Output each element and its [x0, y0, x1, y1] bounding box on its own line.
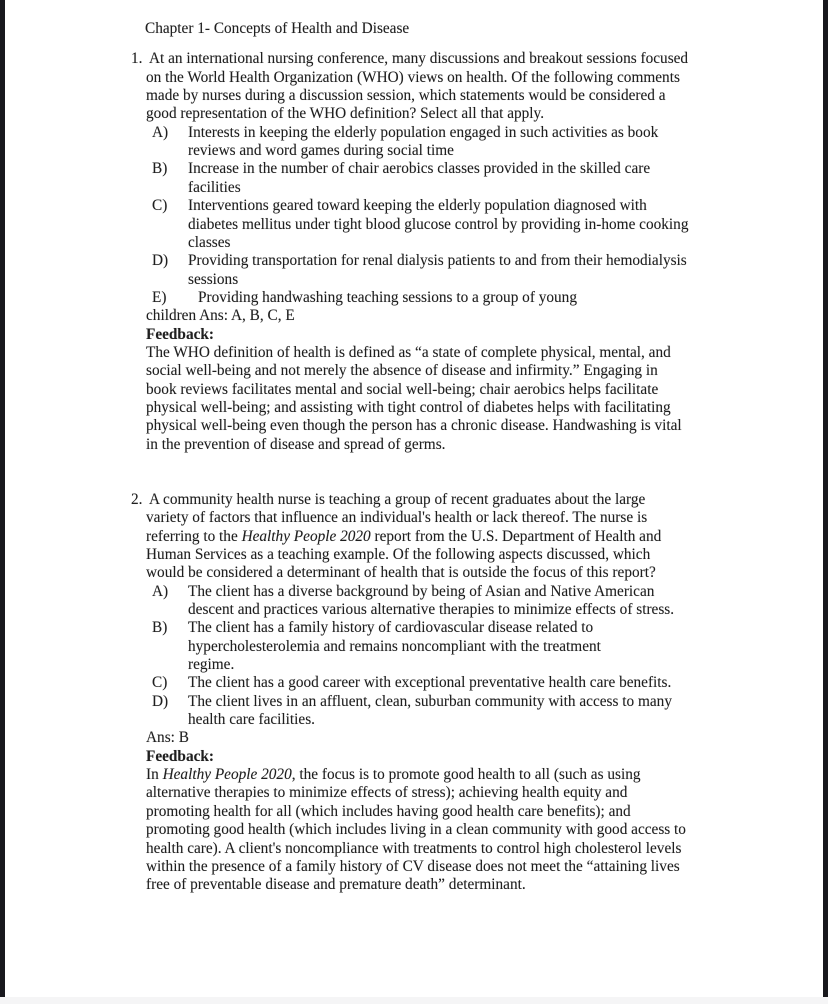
- italic-text-segment: Healthy People 2020: [162, 766, 292, 784]
- text-segment: descent and practices various alternative therapies to minimize effects of stress.: [188, 601, 675, 619]
- text-segment: children Ans: A, B, C, E: [146, 307, 295, 325]
- answer-option-line: [5, 693, 823, 711]
- text-segment: promoting good health (which includes living in a clean community with good access to: [146, 821, 686, 839]
- answer-option-line: [5, 216, 823, 234]
- option-letter: D): [152, 692, 169, 710]
- feedback-line: [5, 766, 823, 784]
- feedback-line: [5, 362, 823, 380]
- questions-container: [5, 50, 823, 894]
- document-page: [5, 0, 823, 997]
- text-segment: The client has a diverse background by being of Asian and Native American: [188, 582, 655, 600]
- answer-option-line: [5, 638, 823, 656]
- text-segment: alternative therapies to minimize effects of stress); achieving health equity and: [146, 784, 628, 802]
- text-segment: diabetes mellitus under tight blood glucose control by providing in-home cooking: [188, 215, 689, 233]
- answer-option-line: [5, 179, 823, 197]
- text-segment: on the World Health Organization (WHO) views on health. Of the following comments: [146, 68, 680, 86]
- text-segment: physical well-being; and assisting with tight control of diabetes helps with facilitating: [146, 398, 671, 416]
- text-segment: The WHO definition of health is defined as “a state of complete physical, mental, and: [146, 343, 671, 361]
- question-stem-line: [5, 87, 823, 105]
- viewer-edge-right: [823, 0, 828, 997]
- text-segment: within the presence of a family history of CV disease does not meet the “attaining lives: [146, 857, 680, 875]
- question-block: [5, 50, 823, 454]
- feedback-line: [5, 417, 823, 435]
- option-letter: A): [152, 123, 169, 141]
- text-segment: promoting health for all (which includes having good health care benefits); and: [146, 802, 631, 820]
- option-letter: E): [152, 288, 167, 306]
- text-segment: physical well-being even though the person has a chronic disease. Handwashing is vital: [146, 417, 682, 435]
- option-letter: D): [152, 252, 169, 270]
- text-segment: Interests in keeping the elderly population engaged in such activities as book: [188, 123, 659, 141]
- question-stem-line: [5, 528, 823, 546]
- text-segment: made by nurses during a discussion session, which statements would be considered a: [146, 87, 666, 105]
- text-segment: , the focus is to promote good health to all (such as using: [291, 766, 641, 784]
- answer-option-line: [5, 252, 823, 270]
- text-segment: hypercholesterolemia and remains noncompliant with the treatment: [188, 637, 601, 655]
- answer-option-line: [5, 234, 823, 252]
- text-segment: free of preventable disease and premature death” determinant.: [146, 876, 526, 894]
- question-stem-line: [5, 50, 823, 68]
- text-segment: health care facilities.: [188, 711, 315, 729]
- text-segment: Increase in the number of chair aerobics classes provided in the skilled care: [188, 160, 651, 178]
- answer-option-line: [5, 619, 823, 637]
- text-segment: A community health nurse is teaching a group of recent graduates about the large: [149, 490, 646, 508]
- text-segment: Human Services as a teaching example. Of the following aspects discussed, which: [146, 546, 651, 563]
- text-segment: reviews and word games during social time: [188, 142, 454, 160]
- question-stem-line: [5, 491, 823, 509]
- option-letter: C): [152, 674, 168, 692]
- option-letter: C): [152, 197, 168, 215]
- text-segment: variety of factors that influence an individual's health or lack thereof. The nurse is: [146, 509, 648, 527]
- text-segment: The client has a good career with exceptional preventative health care benefits.: [188, 674, 672, 692]
- text-segment: report from the U.S. Department of Health and: [370, 527, 662, 545]
- answer-option-line: [5, 142, 823, 160]
- question-stem-line: [5, 546, 823, 564]
- feedback-label: [5, 326, 823, 344]
- viewer-edge-bottom: [0, 997, 828, 1004]
- answer-line: [5, 729, 823, 747]
- feedback-label: [5, 748, 823, 766]
- question-stem-line: [5, 564, 823, 582]
- feedback-line: [5, 803, 823, 821]
- feedback-line: [5, 344, 823, 362]
- page-title: Chapter 1- Concepts of Health and Disease: [145, 20, 410, 37]
- text-segment: referring to the: [146, 527, 242, 545]
- answer-option-line: [5, 656, 823, 674]
- text-segment: sessions: [188, 270, 239, 288]
- text-segment: regime.: [188, 656, 235, 674]
- text-segment: Providing handwashing teaching sessions to a group of young: [198, 288, 577, 306]
- answer-option-line: [5, 271, 823, 289]
- text-segment: book reviews facilitates mental and social well-being; chair aerobics helps facilitate: [146, 380, 659, 398]
- question-number: 1.: [131, 50, 143, 68]
- text-segment: good representation of the WHO definition? Select all that apply.: [146, 105, 545, 123]
- feedback-line: [5, 821, 823, 839]
- text-segment: facilities: [188, 178, 241, 196]
- italic-text-segment: Healthy People 2020: [241, 527, 371, 545]
- feedback-line: [5, 436, 823, 454]
- feedback-line: [5, 858, 823, 876]
- answer-line: [5, 307, 823, 325]
- question-block: [5, 491, 823, 895]
- feedback-line: [5, 381, 823, 399]
- answer-option-line: [5, 674, 823, 692]
- feedback-label-text: Feedback:: [146, 747, 214, 765]
- answer-option-line: [5, 160, 823, 178]
- text-segment: Ans: B: [146, 729, 189, 747]
- text-segment: In: [146, 766, 163, 784]
- text-segment: would be considered a determinant of health that is outside the focus of this report?: [146, 564, 656, 582]
- text-segment: The client has a family history of cardiovascular disease related to: [188, 619, 594, 637]
- option-letter: B): [152, 160, 168, 178]
- answer-option-line: [5, 601, 823, 619]
- feedback-label-text: Feedback:: [146, 325, 214, 343]
- answer-option-line: [5, 711, 823, 729]
- question-stem-line: [5, 105, 823, 123]
- question-number: 2.: [131, 490, 143, 508]
- answer-option-line: [5, 583, 823, 601]
- feedback-line: [5, 876, 823, 894]
- option-letter: B): [152, 619, 168, 637]
- text-segment: Providing transportation for renal dialysis patients to and from their hemodialysis: [188, 252, 687, 270]
- text-segment: in the prevention of disease and spread of germs.: [146, 435, 446, 453]
- text-segment: The client lives in an affluent, clean, suburban community with access to many: [188, 692, 672, 710]
- answer-option-line: [5, 197, 823, 215]
- text-segment: social well-being and not merely the absence of disease and infirmity.” Engaging in: [146, 362, 658, 380]
- option-letter: A): [152, 582, 169, 600]
- feedback-line: [5, 399, 823, 417]
- answer-option-line: [5, 289, 823, 307]
- feedback-line: [5, 784, 823, 802]
- text-segment: health care). A client's noncompliance with treatments to control high cholesterol levels: [146, 839, 682, 857]
- text-segment: classes: [188, 233, 231, 251]
- answer-option-line: [5, 124, 823, 142]
- question-stem-line: [5, 509, 823, 527]
- text-segment: Interventions geared toward keeping the elderly population diagnosed with: [188, 197, 647, 215]
- question-stem-line: [5, 69, 823, 87]
- feedback-line: [5, 840, 823, 858]
- text-segment: At an international nursing conference, many discussions and breakout sessions focused: [149, 50, 689, 68]
